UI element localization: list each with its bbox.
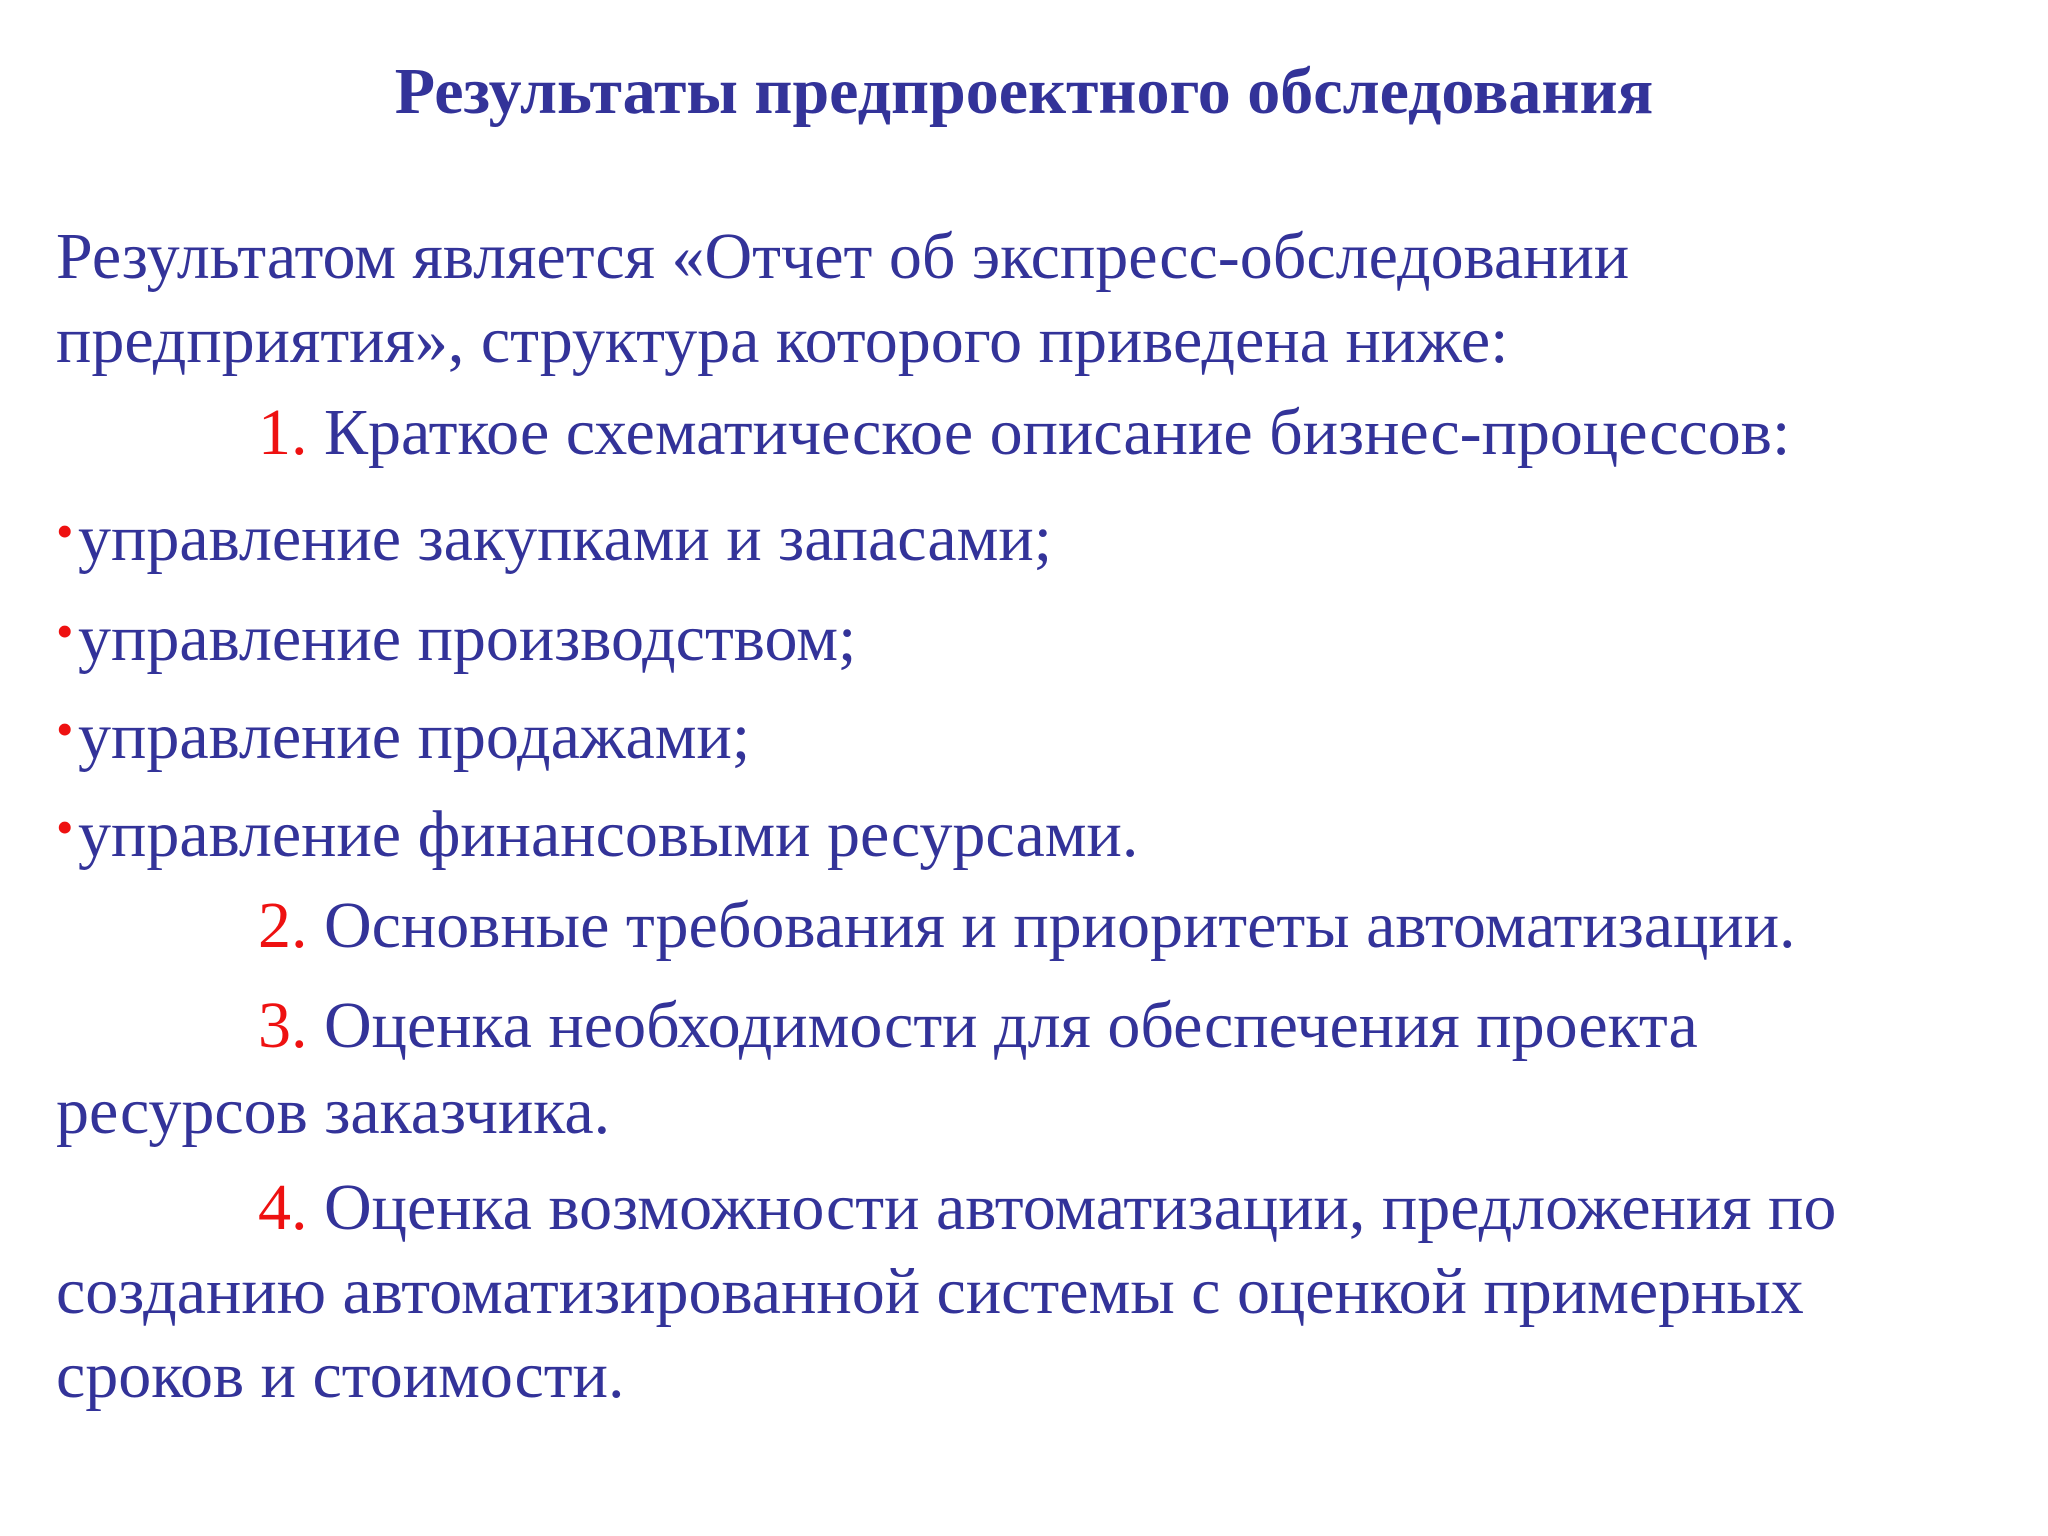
item-text: Оценка необходимости для обеспечения проекта <box>324 989 1698 1062</box>
bullet-icon: • <box>56 503 74 559</box>
bullet-item-3 <box>56 687 750 779</box>
bullet-text: управление закупками и запасами; <box>78 502 1053 575</box>
bullet-text: управление производством; <box>78 602 857 675</box>
item-text: Оценка возможности автоматизации, предложения по <box>324 1171 1837 1244</box>
bullet-text: управление продажами; <box>78 700 751 773</box>
intro-line-1: Результатом является «Отчет об экспресс-обследовании <box>56 220 1630 293</box>
bullet-icon: • <box>56 701 74 757</box>
item-number: 4. <box>258 1171 308 1244</box>
bullet-text: управление финансовыми ресурсами. <box>78 798 1139 871</box>
bullet-item-2 <box>56 589 856 681</box>
item-number: 1. <box>258 396 308 469</box>
list-item-1 <box>56 391 1790 475</box>
slide-title: Результаты предпроектного обследования <box>394 55 1654 128</box>
bullet-icon: • <box>56 799 74 855</box>
bullet-item-1 <box>56 489 1052 581</box>
bullet-item-4 <box>56 785 1138 877</box>
list-item-3-continuation: ресурсов заказчика. <box>56 1075 611 1148</box>
bullet-icon: • <box>56 603 74 659</box>
item-number: 2. <box>258 889 308 962</box>
list-item-4-continuation-1: созданию автоматизированной системы с оценкой примерных <box>56 1255 1804 1328</box>
intro-line-2: предприятия», структура которого приведена ниже: <box>56 304 1509 377</box>
list-item-3 <box>56 984 1698 1068</box>
list-item-4-continuation-2: сроков и стоимости. <box>56 1339 625 1412</box>
item-text: Краткое схематическое описание бизнес-процессов: <box>324 396 1791 469</box>
item-text: Основные требования и приоритеты автоматизации. <box>324 889 1796 962</box>
item-number: 3. <box>258 989 308 1062</box>
list-item-4 <box>56 1166 1836 1250</box>
list-item-2 <box>56 884 1796 968</box>
